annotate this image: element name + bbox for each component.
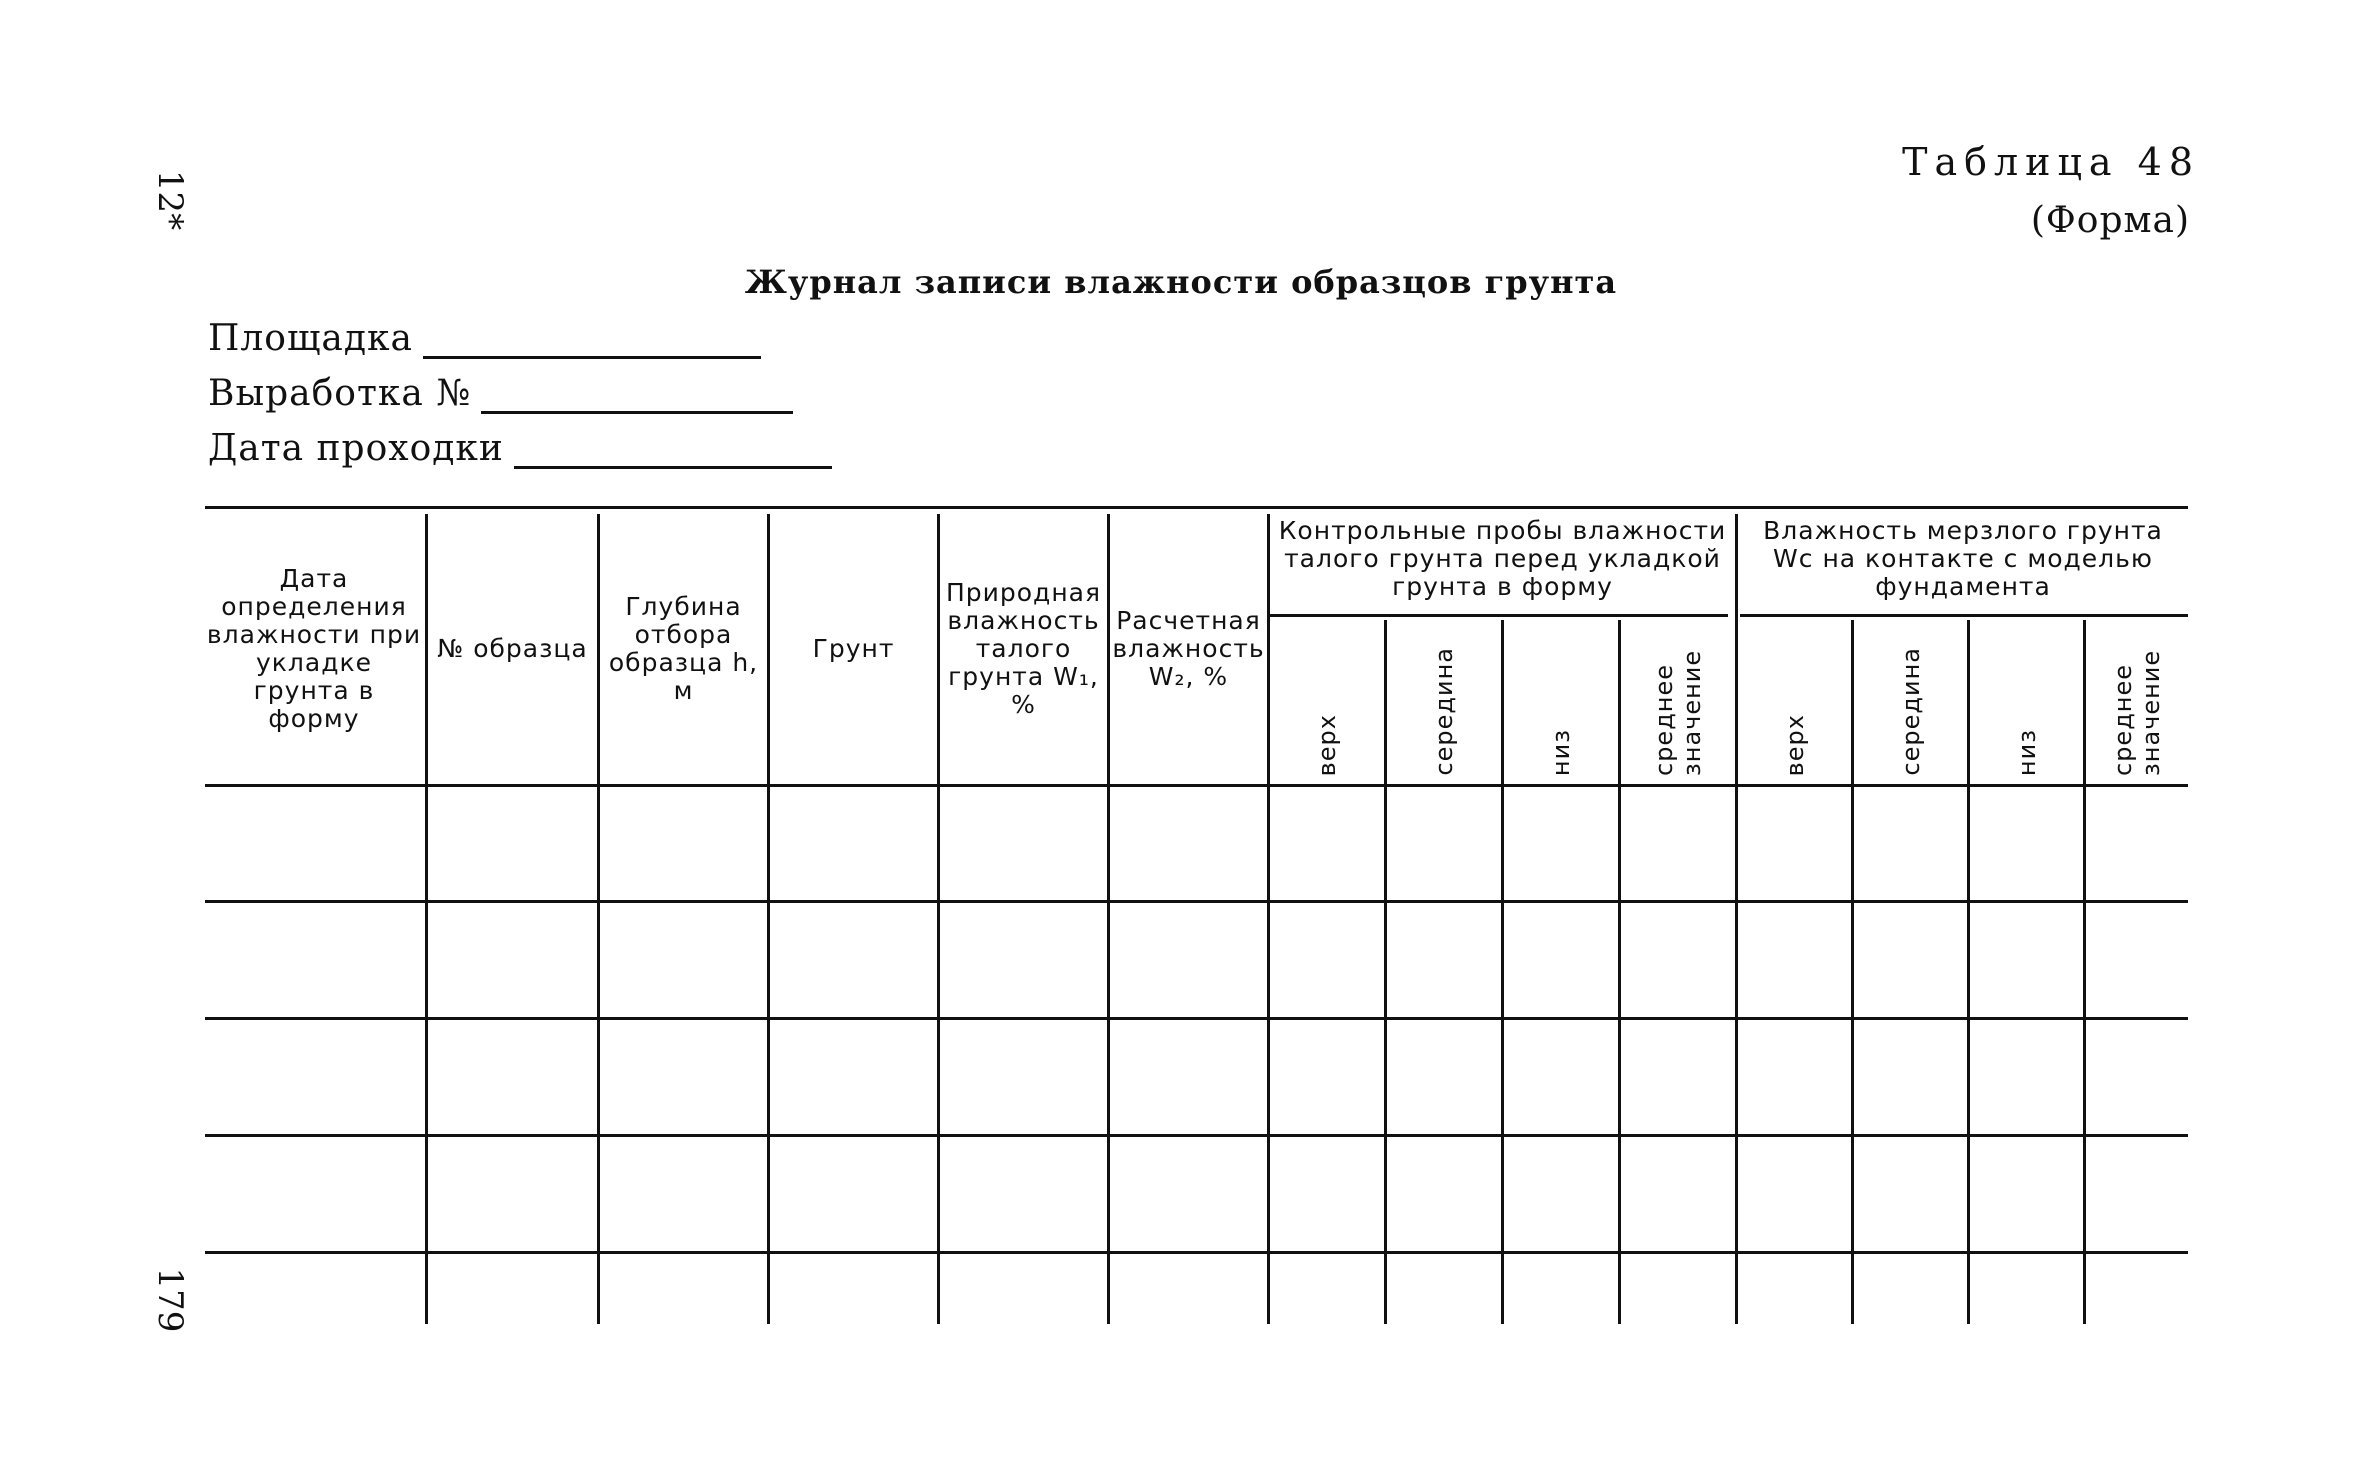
table-row[interactable] — [205, 1017, 2188, 1020]
col-separator — [1107, 514, 1110, 1324]
form-label: (Форма) — [2030, 200, 2190, 241]
subheader-bottom: низ — [2012, 728, 2041, 776]
header-date: Дата определения влажности при укладке грунта в форму — [206, 564, 422, 733]
field-excavation[interactable] — [208, 373, 793, 414]
document-title: Журнал записи влажности образцов грунта — [744, 263, 1618, 301]
col-separator — [597, 514, 600, 1324]
group1-divider — [1270, 614, 1728, 617]
field-site-label: Площадка — [208, 318, 413, 359]
subheader-middle: середина — [1430, 647, 1458, 776]
field-excavation-blank[interactable] — [481, 381, 793, 414]
col-separator — [937, 514, 940, 1324]
table-top-border — [205, 506, 2188, 509]
header-depth: Глубина отбора образца h, м — [608, 592, 759, 705]
header-design-moisture: Расчетная влажность W₂, % — [1112, 606, 1265, 691]
page-number: 179 — [150, 1267, 190, 1333]
subheader-middle: середина — [1896, 647, 1925, 776]
page-marker-top: 12* — [150, 169, 190, 231]
header-sample-number: № образца — [437, 634, 588, 663]
header-group-frozen-moisture: Влажность мерзлого грунта Wc на контакте с моделью фундамента — [1763, 516, 2163, 601]
field-date-label: Дата проходки — [208, 428, 504, 469]
table-row[interactable] — [205, 1251, 2188, 1254]
subheader-top: верх — [1780, 713, 1809, 776]
header-natural-moisture: Природная влажность талого грунта W₁, % — [945, 578, 1102, 719]
col-separator — [767, 514, 770, 1324]
field-date[interactable] — [208, 428, 832, 469]
field-date-blank[interactable] — [514, 436, 832, 469]
subheader-average: среднее значение — [1650, 649, 1706, 776]
subheader-bottom: низ — [1547, 728, 1575, 776]
table-row[interactable] — [205, 1134, 2188, 1137]
subheader-top: верх — [1313, 713, 1341, 776]
header-soil: Грунт — [812, 634, 895, 663]
subheader-average: среднее значение — [2109, 649, 2165, 776]
header-bottom-border — [205, 784, 2188, 787]
field-site[interactable] — [208, 318, 761, 359]
field-site-blank[interactable] — [423, 326, 761, 359]
table-row[interactable] — [205, 900, 2188, 903]
header-group-control-samples: Контрольные пробы влажности талого грунта перед укладкой грунта в форму — [1278, 516, 1727, 601]
table-label: Таблица 48 — [1902, 140, 2200, 184]
field-excavation-label: Выработка № — [208, 373, 472, 414]
col-separator — [425, 514, 428, 1324]
group2-divider — [1740, 614, 2188, 617]
